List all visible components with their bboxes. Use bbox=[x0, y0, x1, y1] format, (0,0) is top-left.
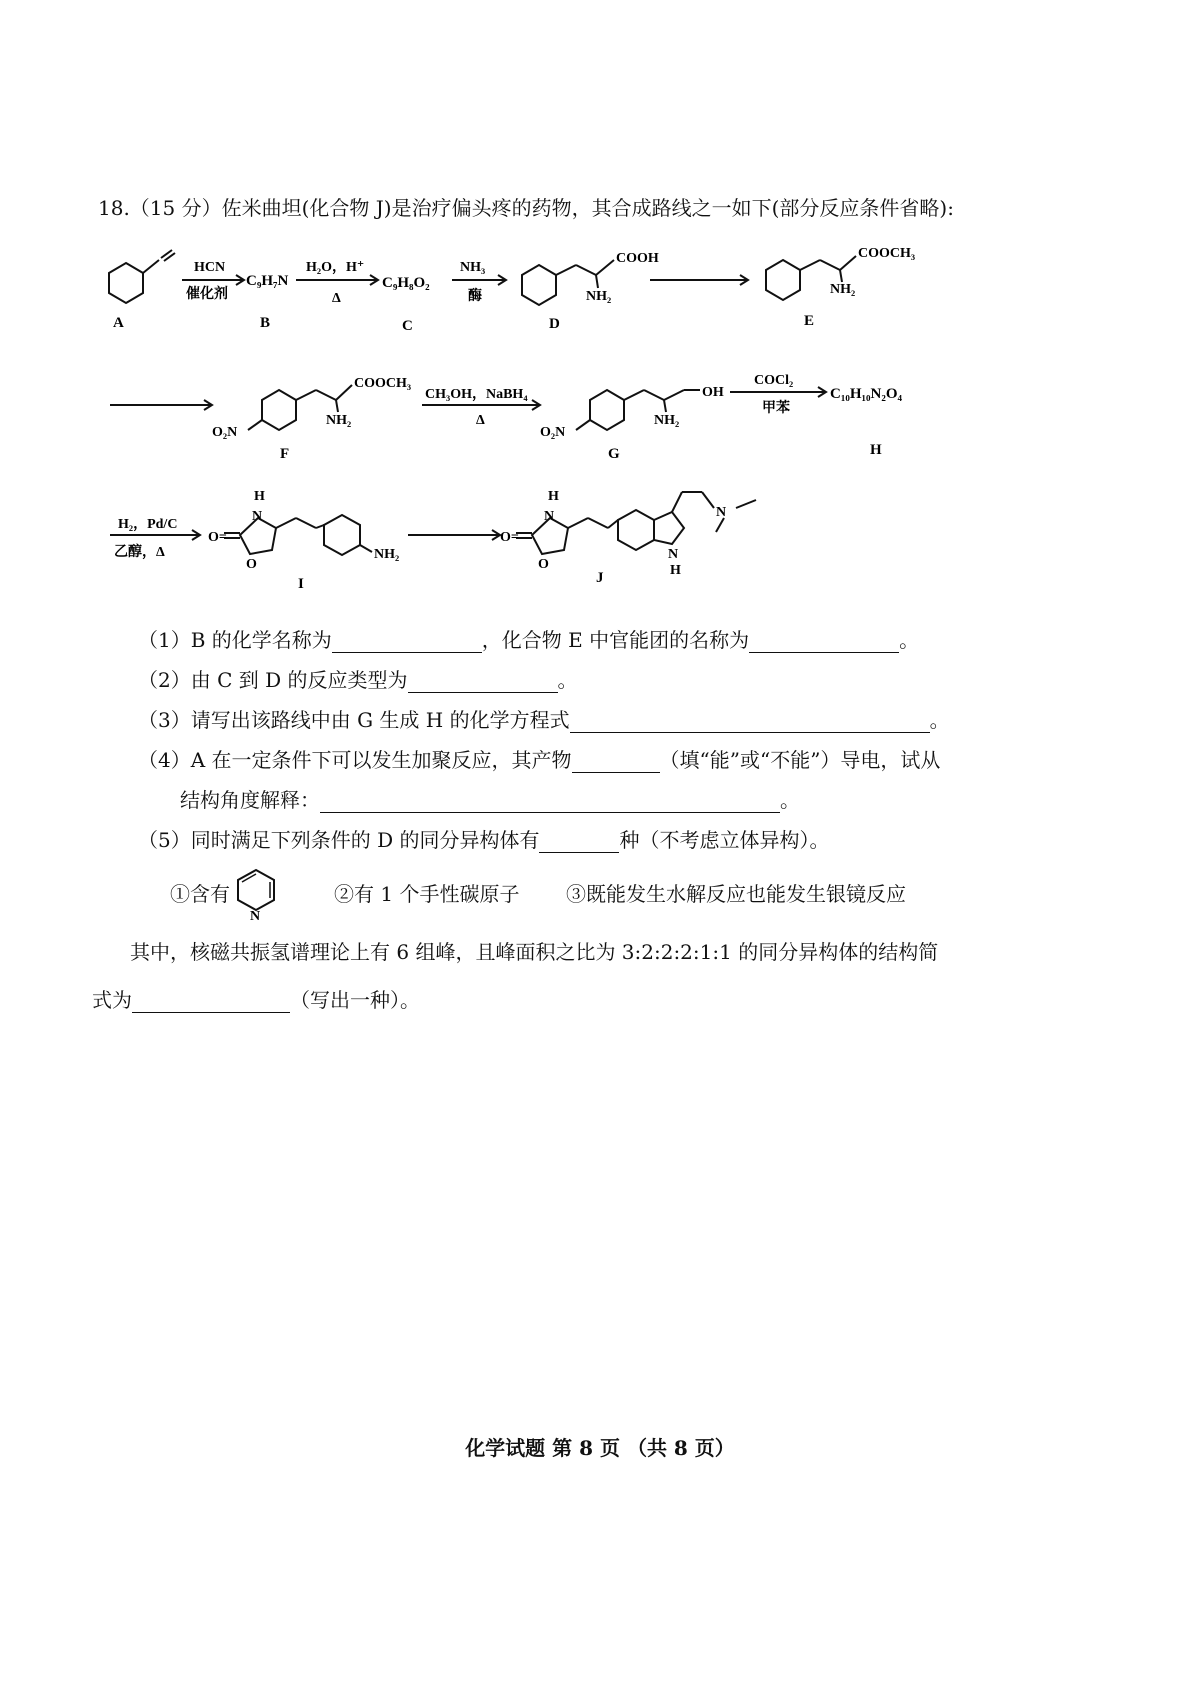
answer-blank-4b[interactable] bbox=[320, 794, 780, 813]
group-e-nh2: NH₂ bbox=[830, 282, 856, 297]
label-d: D bbox=[549, 316, 560, 332]
label-c: C bbox=[402, 318, 413, 334]
cond-b-c-top: H₂O，H⁺ bbox=[306, 260, 365, 275]
cond-a-b-bottom: 催化剂 bbox=[186, 287, 228, 302]
answer-blank-1a[interactable] bbox=[332, 634, 482, 653]
group-i-ring-o: O bbox=[246, 557, 257, 572]
cond-h-i-bottom: 乙醇，Δ bbox=[114, 545, 165, 560]
benzene-ring-a bbox=[109, 263, 143, 303]
cond-c-d-top: NH₃ bbox=[460, 260, 486, 275]
group-j-eq-o: O= bbox=[500, 530, 519, 545]
group-j-n: N bbox=[544, 509, 555, 524]
pyridine-ring-icon bbox=[232, 866, 286, 922]
group-i-nh2: NH₂ bbox=[374, 547, 400, 562]
group-f-nh2: NH₂ bbox=[326, 413, 352, 428]
group-j-h: H bbox=[548, 489, 559, 504]
subq-2: （2）由 C 到 D 的反应类型为 。 bbox=[138, 668, 578, 692]
group-g-oh: OH bbox=[702, 385, 724, 400]
subq-1: （1）B 的化学名称为 ，化合物 E 中官能团的名称为 。 bbox=[138, 628, 920, 652]
subq-3: （3）请写出该路线中由 G 生成 H 的化学方程式 。 bbox=[138, 708, 950, 732]
page-footer: 化学试题 第 8 页 （共 8 页） bbox=[465, 1436, 735, 1460]
benzene-ring-e bbox=[766, 260, 800, 300]
cond-c-d-bottom: 酶 bbox=[468, 289, 482, 304]
label-h: H bbox=[870, 442, 882, 458]
label-g: G bbox=[608, 446, 620, 462]
pyridine-n: N bbox=[250, 909, 261, 922]
benzene-ring-i bbox=[324, 515, 360, 555]
indole-benzene-j bbox=[618, 510, 654, 550]
benzene-ring-f bbox=[262, 390, 296, 430]
cond-a-b-top: HCN bbox=[194, 260, 226, 275]
cond-g-h-bottom: 甲苯 bbox=[762, 401, 790, 416]
indole-pyrrole-j bbox=[654, 512, 684, 544]
group-j-indole-h: H bbox=[670, 563, 681, 578]
group-i-eq-o: O= bbox=[208, 530, 227, 545]
answer-blank-2[interactable] bbox=[408, 674, 558, 693]
closing-line-2: 式为 （写出一种）。 bbox=[92, 988, 420, 1012]
label-b: B bbox=[260, 315, 271, 331]
group-g-nh2: NH₂ bbox=[654, 413, 680, 428]
label-e: E bbox=[804, 313, 815, 329]
group-j-ring-o: O bbox=[538, 557, 549, 572]
cond-g-h-top: COCl₂ bbox=[754, 373, 794, 388]
subq-4: （4）A 在一定条件下可以发生加聚反应，其产物 （填“能”或“不能”）导电，试从 bbox=[138, 748, 941, 772]
group-g-o2n: O₂N bbox=[540, 425, 566, 440]
condition-3: ③既能发生水解反应也能发生银镜反应 bbox=[566, 882, 906, 906]
answer-blank-1b[interactable] bbox=[749, 634, 899, 653]
group-j-amine-n: N bbox=[716, 505, 727, 520]
label-f: F bbox=[280, 446, 290, 462]
formula-b: C₉H₇N bbox=[246, 273, 289, 289]
cond-f-g-top: CH₃OH，NaBH₄ bbox=[425, 387, 528, 402]
group-d-cooh: COOH bbox=[616, 251, 659, 266]
label-a: A bbox=[113, 315, 124, 331]
group-f-o2n: O₂N bbox=[212, 425, 238, 440]
cond-f-g-bottom: Δ bbox=[476, 413, 485, 428]
label-i: I bbox=[298, 576, 304, 592]
question-title: 18.（15 分）佐米曲坦(化合物 J)是治疗偏头疼的药物，其合成路线之一如下(部分反应条件省略): bbox=[98, 196, 954, 220]
cond-b-c-bottom: Δ bbox=[332, 291, 341, 306]
formula-h: C₁₀H₁₀N₂O₄ bbox=[830, 386, 902, 402]
benzene-ring-d bbox=[522, 265, 556, 305]
cond-h-i-top: H₂，Pd/C bbox=[118, 517, 178, 532]
closing-line-1: 其中，核磁共振氢谱理论上有 6 组峰，且峰面积之比为 3:2:2:2:1:1 的同分异构体的结构简 bbox=[130, 940, 939, 964]
group-d-nh2: NH₂ bbox=[586, 289, 612, 304]
condition-2: ②有 1 个手性碳原子 bbox=[334, 882, 520, 906]
answer-blank-structure[interactable] bbox=[132, 994, 290, 1013]
group-f-cooch3: COOCH₃ bbox=[354, 376, 412, 391]
condition-1: ①含有 bbox=[170, 882, 230, 906]
answer-blank-5[interactable] bbox=[539, 834, 619, 853]
subq-5: （5）同时满足下列条件的 D 的同分异构体有 种（不考虑立体异构）。 bbox=[138, 828, 830, 852]
formula-c: C₉H₈O₂ bbox=[382, 275, 430, 291]
subq-4-explain: 结构角度解释： 。 bbox=[180, 788, 800, 812]
group-i-h: H bbox=[254, 489, 265, 504]
benzene-ring-g bbox=[590, 390, 624, 430]
answer-blank-4a[interactable] bbox=[572, 754, 660, 773]
group-e-cooch3: COOCH₃ bbox=[858, 246, 916, 261]
label-j: J bbox=[596, 570, 604, 586]
group-j-indole-n: N bbox=[668, 547, 679, 562]
group-i-n: N bbox=[252, 509, 263, 524]
answer-blank-3[interactable] bbox=[570, 714, 930, 733]
synthesis-scheme bbox=[0, 230, 1200, 610]
